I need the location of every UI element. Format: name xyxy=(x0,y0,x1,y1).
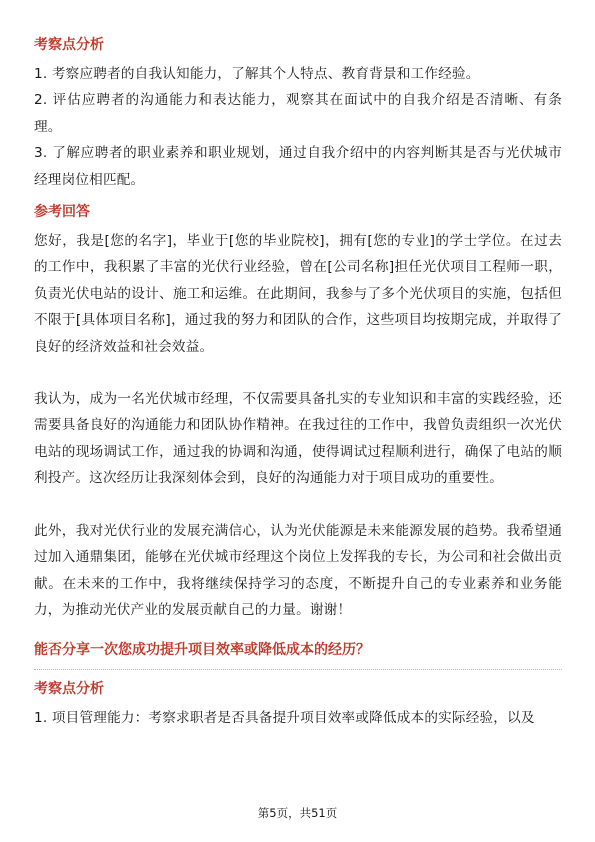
page-number: 第5页，共51页 xyxy=(257,806,338,820)
analysis-item: 3. 了解应聘者的职业素养和职业规划，通过自我介绍中的内容判断其是否与光伏城市经理岗位相匹配。 xyxy=(34,145,562,188)
section-label-reference-answer: 参考回答 xyxy=(34,204,90,221)
paragraph-spacer xyxy=(34,492,562,518)
question-divider xyxy=(34,669,562,670)
analysis-item: 1. 项目管理能力：考察求职者是否具备提升项目效率或降低成本的实际经验，以及 xyxy=(34,710,535,727)
section-label-analysis-2: 考察点分析 xyxy=(34,681,104,698)
answer-paragraph: 您好，我是[您的名字]，毕业于[您的毕业院校]，拥有[您的专业]的学士学位。在过去的工作中，我积累了丰富的光伏行业经验，曾在[公司名称]担任光伏项目工程师一职，负责光伏电站的设计、施工和运维。在此期间，我参与了多个光伏项目的实施，包括但不限于[具体项目名称]，通过我的努力和团队的合作，这些项目均按期完成，并取得了良好的经济效益和社会效益。 xyxy=(34,233,562,355)
paragraph-spacer xyxy=(34,360,562,386)
analysis-item: 2. 评估应聘者的沟通能力和表达能力，观察其在面试中的自我介绍是否清晰、有条理。 xyxy=(34,92,562,135)
answer-paragraph: 我认为，成为一名光伏城市经理，不仅需要具备扎实的专业知识和丰富的实践经验，还需要具备良好的沟通能力和团队协作精神。在我过往的工作中，我曾负责组织一次光伏电站的现场调试工作，通过我的协调和沟通，使得调试过程顺利进行，确保了电站的顺利投产。这次经历让我深刻体会到，良好的沟通能力对于项目成功的重要性。 xyxy=(34,391,562,487)
section-label-analysis: 考察点分析 xyxy=(34,37,104,53)
page-content xyxy=(34,34,562,732)
question-heading: 能否分享一次您成功提升项目效率或降低成本的经历？ xyxy=(34,642,370,659)
analysis-item: 1. 考察应聘者的自我认知能力，了解其个人特点、教育背景和工作经验。 xyxy=(34,66,480,82)
answer-paragraph: 此外，我对光伏行业的发展充满信心，认为光伏能源是未来能源发展的趋势。我希望通过加入通鼎集团，能够在光伏城市经理这个岗位上发挥我的专长，为公司和社会做出贡献。在未来的工作中，我将继续保持学习的态度，不断提升自己的专业素养和业务能力，为推动光伏产业的发展贡献自己的力量。谢谢！ xyxy=(34,522,562,618)
